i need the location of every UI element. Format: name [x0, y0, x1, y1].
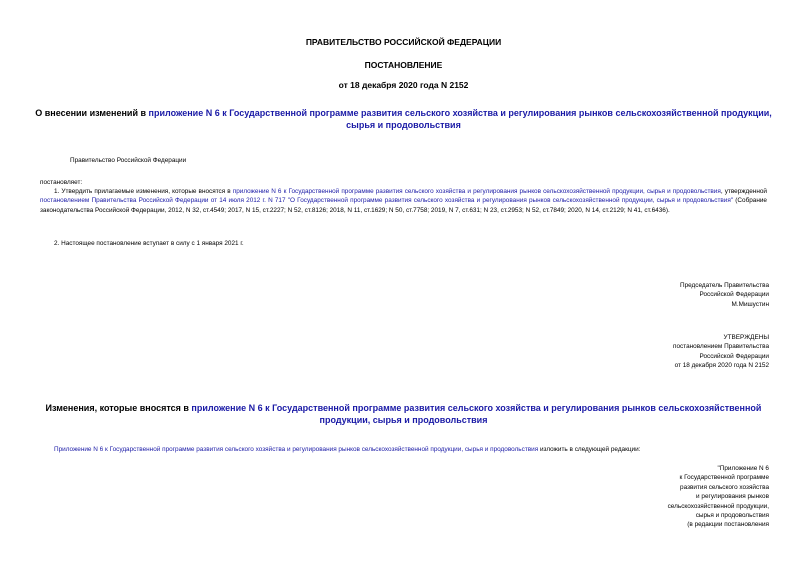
annex-line-5: сельскохозяйственной продукции, [667, 502, 769, 510]
paragraph-2: 2. Настоящее постановление вступает в силу с 1 января 2021 г. [54, 240, 244, 247]
signature-line-3: М.Мишустин [731, 300, 769, 308]
annex-line-1: "Приложение N 6 [717, 465, 769, 472]
signature-line-2: Российской Федерации [699, 291, 769, 299]
paragraph-1 [40, 187, 767, 215]
government-heading: ПРАВИТЕЛЬСТВО РОССИЙСКОЙ ФЕДЕРАЦИИ [305, 37, 502, 47]
approved-block [673, 333, 769, 371]
title-link-annex-6[interactable]: приложение N 6 к Государственной программе развития сельского хозяйства и регулирования рынков сельскохозяйственной продукции, сырья и продовольствия [148, 108, 772, 130]
date-number-heading: от 18 декабря 2020 года N 2152 [338, 80, 469, 90]
annex-line-7: (в редакции постановления [687, 521, 769, 529]
title-prefix: О внесении изменений в [35, 108, 149, 118]
changes-title-prefix: Изменения, которые вносятся в [45, 403, 192, 413]
approved-line-1: УТВЕРЖДЕНЫ [723, 334, 769, 341]
changes-paragraph [54, 445, 640, 454]
resolves-line: постановляет: [40, 179, 83, 186]
p1-link-annex-6[interactable]: приложение N 6 к Государственной программе развития сельского хозяйства и регулирования рынков сельскохозяйственной продукции, сырья и продовольствия [232, 188, 721, 195]
annex-line-3: развития сельского хозяйства [680, 483, 769, 491]
signature-line-1: Председатель Правительства [680, 282, 769, 289]
p1-link-resolution-717[interactable]: постановлением Правительства Российской Федерации от 14 июля 2012 г. N 717 "О Государственной программе развития сельского хозяйства и регулирования рынков сельскохозяйственной продукции, сырья и продовольствия" [40, 197, 734, 205]
annex-line-4: и регулирования рынков [696, 493, 769, 501]
changes-link-annex-6[interactable]: Приложение N 6 к Государственной программе развития сельского хозяйства и регулирования рынков сельскохозяйственной продукции, сырья и продовольствия [54, 446, 539, 453]
annex-block [668, 464, 769, 530]
approved-line-4: от 18 декабря 2020 года N 2152 [674, 362, 769, 370]
p1-text-a: 1. Утвердить прилагаемые изменения, которые вносятся в [54, 188, 233, 195]
changes-title-link-annex-6[interactable]: приложение N 6 к Государственной программе развития сельского хозяйства и регулирования рынков сельскохозяйственной продукции, сырья и продовольствия [191, 403, 762, 425]
approved-line-2: постановлением Правительства [673, 343, 769, 351]
signature-block [680, 281, 769, 309]
p1-text-c: (Собрание законодательства Российской Федерации, 2012, N 32, ст.4549; 2017, N 15, ст.2227; N 52, ст.8126; 2018, N 11, ст.1629; N 50, ст.7758; 2019, N 7, ст.631; N 23, ст.2953; N 52, ст.7849; 2020, N 14, ст.2129; N 41, ст.6436). [40, 197, 767, 214]
doc-type-heading: ПОСТАНОВЛЕНИЕ [364, 60, 443, 70]
approved-line-3: Российской Федерации [699, 352, 769, 360]
changes-text: изложить в следующей редакции: [538, 446, 641, 453]
p1-text-b: , утвержденной [720, 188, 767, 195]
annex-line-2: к Государственной программе [679, 474, 769, 482]
document-title [30, 107, 777, 131]
changes-title [30, 402, 777, 426]
annex-line-6: сырья и продовольствия [695, 512, 769, 520]
government-line: Правительство Российской Федерации [70, 157, 187, 164]
